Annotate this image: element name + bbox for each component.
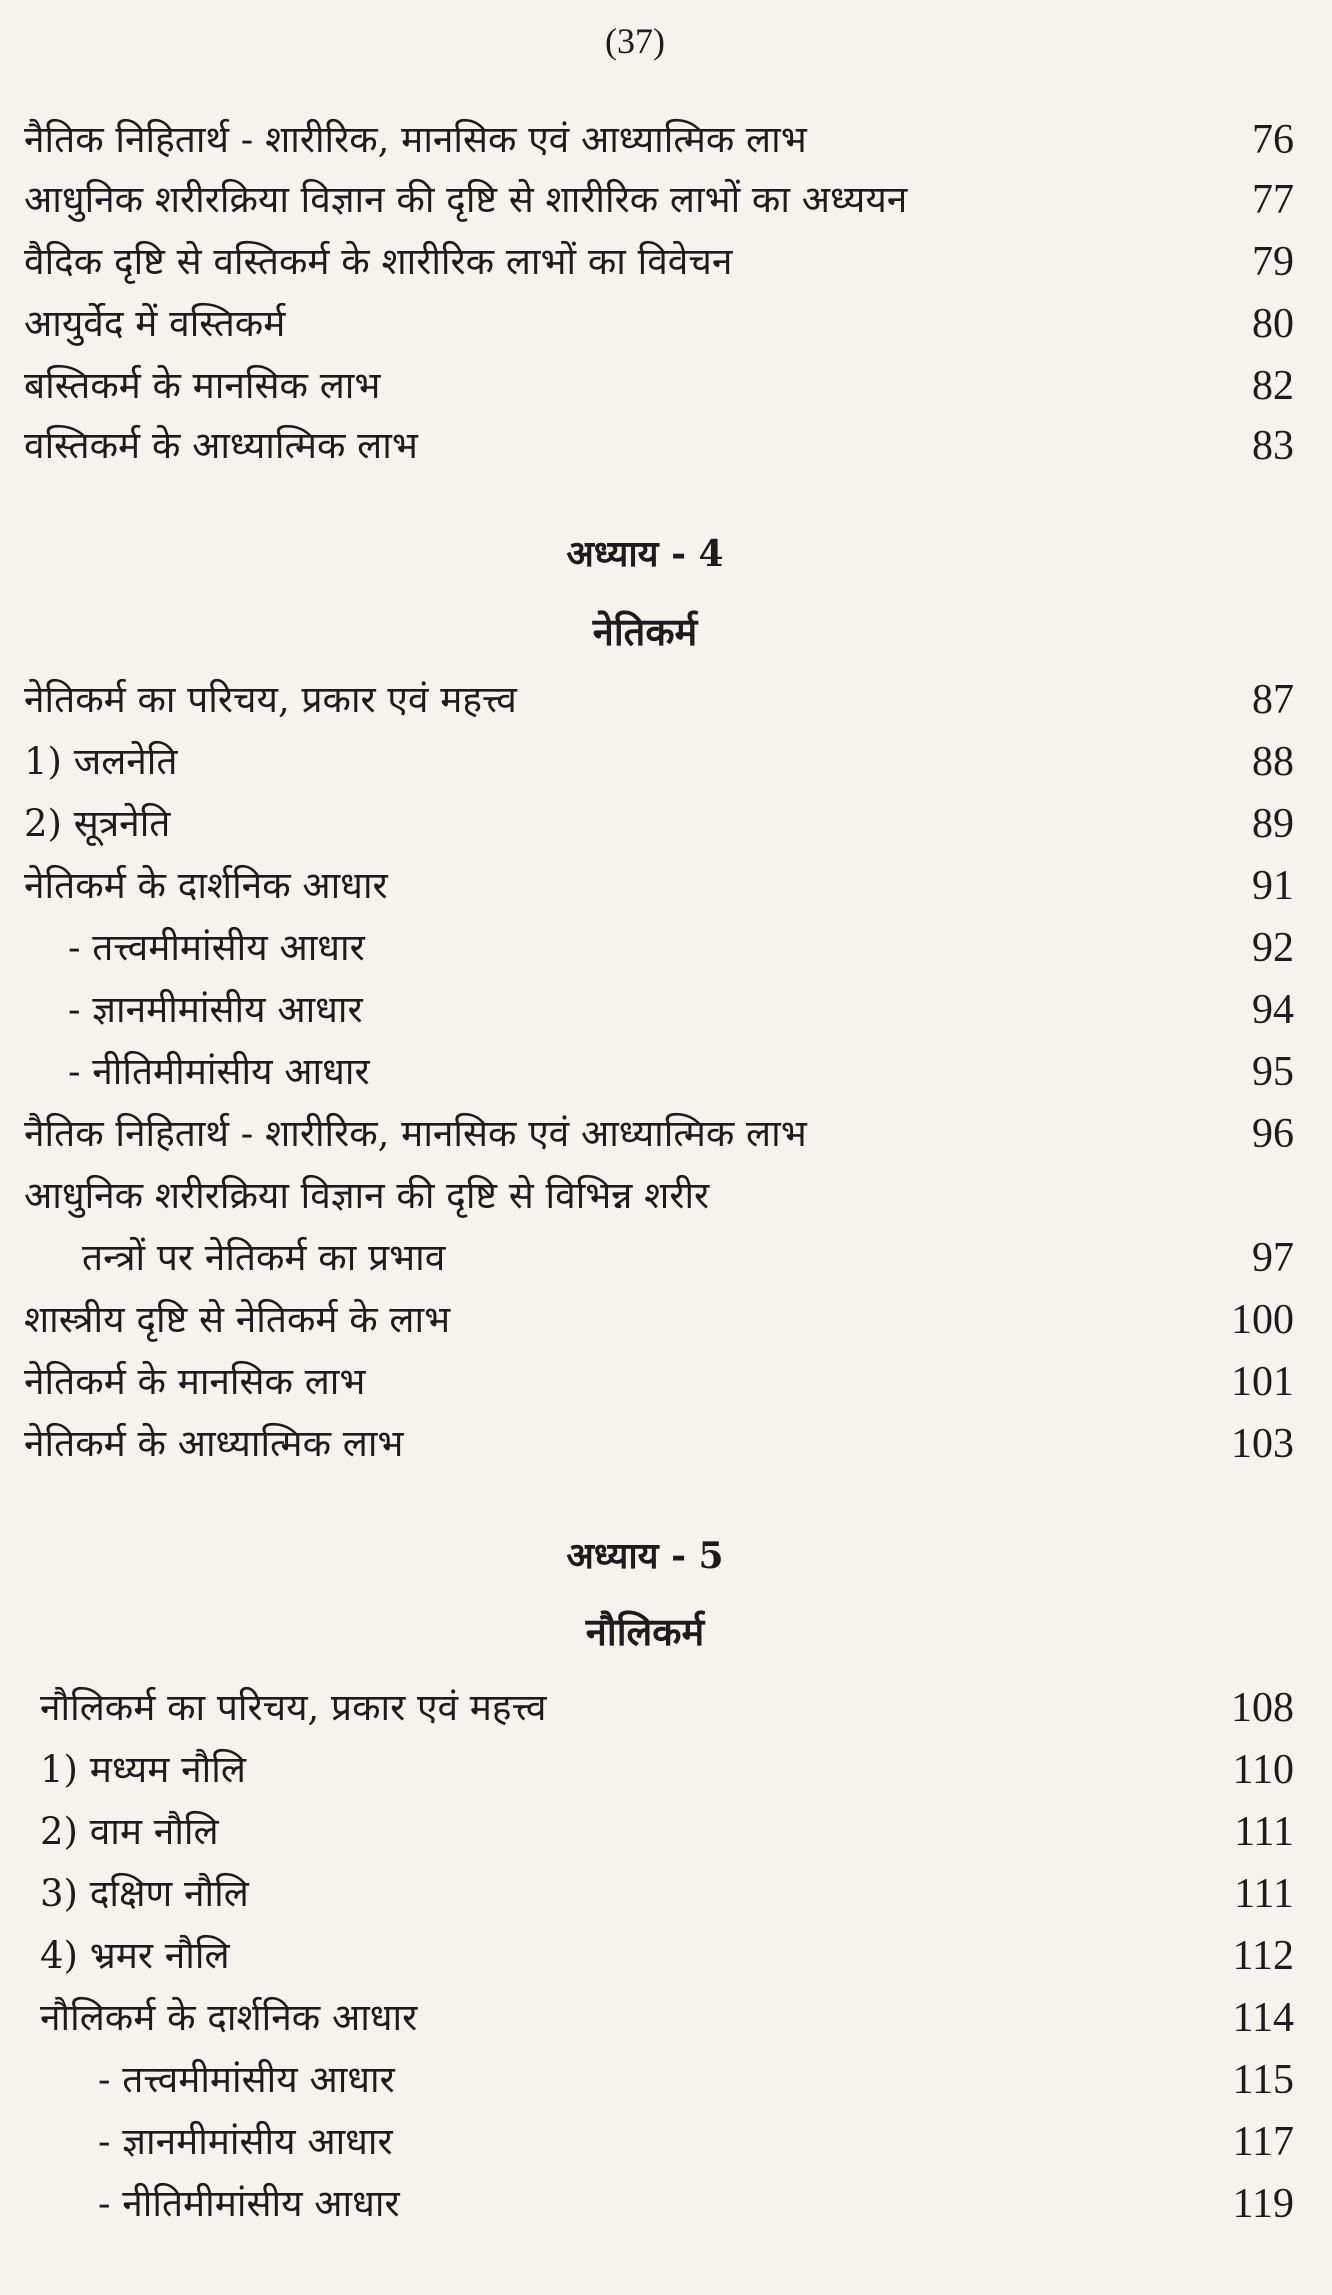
toc-entry: [24, 858, 1294, 914]
entry-title: - तत्त्वमीमांसीय आधार: [98, 2058, 395, 2101]
entry-page: 76: [1252, 117, 1294, 163]
entry-title: बस्तिकर्म के मानसिक लाभ: [24, 364, 381, 407]
entry-title: नैतिक निहितार्थ - शारीरिक, मानसिक एवं आध्यात्मिक लाभ: [24, 1112, 807, 1155]
entry-page: 111: [1234, 1809, 1294, 1855]
entry-page: 97: [1252, 1235, 1294, 1281]
entry-page: 114: [1232, 1995, 1294, 2041]
entry-page: 89: [1252, 801, 1294, 847]
toc-entry: [24, 1168, 1294, 1224]
entry-page: 77: [1252, 177, 1294, 223]
entry-page: 87: [1252, 677, 1294, 723]
entry-page: 80: [1252, 301, 1294, 347]
toc-entry: [98, 2114, 1294, 2170]
entry-title: आयुर्वेद में वस्तिकर्म: [24, 302, 286, 345]
chapter-label: अध्याय - 5: [566, 1535, 724, 1577]
toc-entry: [40, 1742, 1294, 1798]
toc-entry: [24, 358, 1294, 414]
entry-page: 95: [1252, 1049, 1294, 1095]
toc-entry: [24, 734, 1294, 790]
entry-title: 1) जलनेति: [24, 740, 178, 783]
entry-page: 111: [1234, 1871, 1294, 1917]
toc-entry: [40, 1928, 1294, 1984]
toc-entry: [68, 1044, 1294, 1100]
toc-entry: [24, 1292, 1294, 1348]
entry-title: 2) वाम नौलि: [40, 1810, 219, 1853]
toc-entry: [40, 1804, 1294, 1860]
entry-page: 91: [1252, 863, 1294, 909]
toc-entry: [40, 1990, 1294, 2046]
toc-entry: [40, 1866, 1294, 1922]
entry-title: नेतिकर्म के आध्यात्मिक लाभ: [24, 1422, 404, 1465]
entry-title: नेतिकर्म का परिचय, प्रकार एवं महत्त्व: [24, 678, 517, 721]
chapter-title: नेतिकर्म: [592, 609, 698, 654]
entry-title: नौलिकर्म के दार्शनिक आधार: [40, 1996, 418, 2039]
entry-title: 1) मध्यम नौलि: [40, 1748, 246, 1791]
entry-page: 110: [1232, 1747, 1294, 1793]
entry-title: - तत्त्वमीमांसीय आधार: [68, 926, 365, 969]
entry-page: 92: [1252, 925, 1294, 971]
toc-entry: [24, 112, 1294, 168]
entry-title: आधुनिक शरीरक्रिया विज्ञान की दृष्टि से शारीरिक लाभों का अध्ययन: [24, 178, 908, 221]
entry-title: वैदिक दृष्टि से वस्तिकर्म के शारीरिक लाभों का विवेचन: [24, 240, 733, 283]
entry-page: 117: [1232, 2119, 1294, 2165]
entry-page: 94: [1252, 987, 1294, 1033]
toc-entry: [68, 982, 1294, 1038]
entry-title: शास्त्रीय दृष्टि से नेतिकर्म के लाभ: [24, 1298, 451, 1341]
chapter-label: अध्याय - 4: [566, 533, 724, 575]
entry-title: नैतिक निहितार्थ - शारीरिक, मानसिक एवं आध्यात्मिक लाभ: [24, 118, 807, 161]
toc-entry: [24, 418, 1294, 474]
entry-title: - नीतिमीमांसीय आधार: [68, 1050, 370, 1093]
page-number: (37): [605, 21, 665, 61]
entry-page: 79: [1252, 239, 1294, 285]
entry-title: 4) भ्रमर नौलि: [40, 1934, 230, 1977]
entry-page: 108: [1231, 1685, 1294, 1731]
toc-entry: [98, 2052, 1294, 2108]
entry-title: 3) दक्षिण नौलि: [40, 1872, 249, 1915]
entry-title: नौलिकर्म का परिचय, प्रकार एवं महत्त्व: [40, 1686, 547, 1729]
entry-page: 96: [1252, 1111, 1294, 1157]
toc-entry: [24, 796, 1294, 852]
toc-entry: [40, 1680, 1294, 1736]
entry-title: 2) सूत्रनेति: [24, 802, 171, 845]
entry-page: 115: [1232, 2057, 1294, 2103]
entry-page: 119: [1232, 2181, 1294, 2227]
entry-title: वस्तिकर्म के आध्यात्मिक लाभ: [24, 424, 418, 467]
toc-entry: [68, 920, 1294, 976]
toc-entry: [24, 234, 1294, 290]
entry-title: नेतिकर्म के दार्शनिक आधार: [24, 864, 388, 907]
entry-title: तन्त्रों पर नेतिकर्म का प्रभाव: [82, 1236, 446, 1279]
toc-entry: [24, 172, 1294, 228]
entry-title: नेतिकर्म के मानसिक लाभ: [24, 1360, 366, 1403]
toc-entry: [24, 672, 1294, 728]
entry-title: - ज्ञानमीमांसीय आधार: [98, 2120, 393, 2163]
toc-entry: [24, 1416, 1294, 1472]
toc-entry: [24, 1354, 1294, 1410]
entry-title: आधुनिक शरीरक्रिया विज्ञान की दृष्टि से विभिन्न शरीर: [24, 1174, 710, 1217]
entry-title: - ज्ञानमीमांसीय आधार: [68, 988, 363, 1031]
entry-page: 101: [1231, 1359, 1294, 1405]
entry-page: 100: [1231, 1297, 1294, 1343]
toc-entry: [82, 1230, 1294, 1286]
toc-entry: [24, 296, 1294, 352]
toc-entry: [98, 2176, 1294, 2232]
entry-page: 83: [1252, 423, 1294, 469]
entry-page: 103: [1231, 1421, 1294, 1467]
entry-page: 112: [1232, 1933, 1294, 1979]
entry-title: - नीतिमीमांसीय आधार: [98, 2182, 400, 2225]
toc-entry: [24, 1106, 1294, 1162]
chapter-title: नौलिकर्म: [585, 1609, 705, 1654]
entry-page: 82: [1252, 363, 1294, 409]
entry-page: 88: [1252, 739, 1294, 785]
